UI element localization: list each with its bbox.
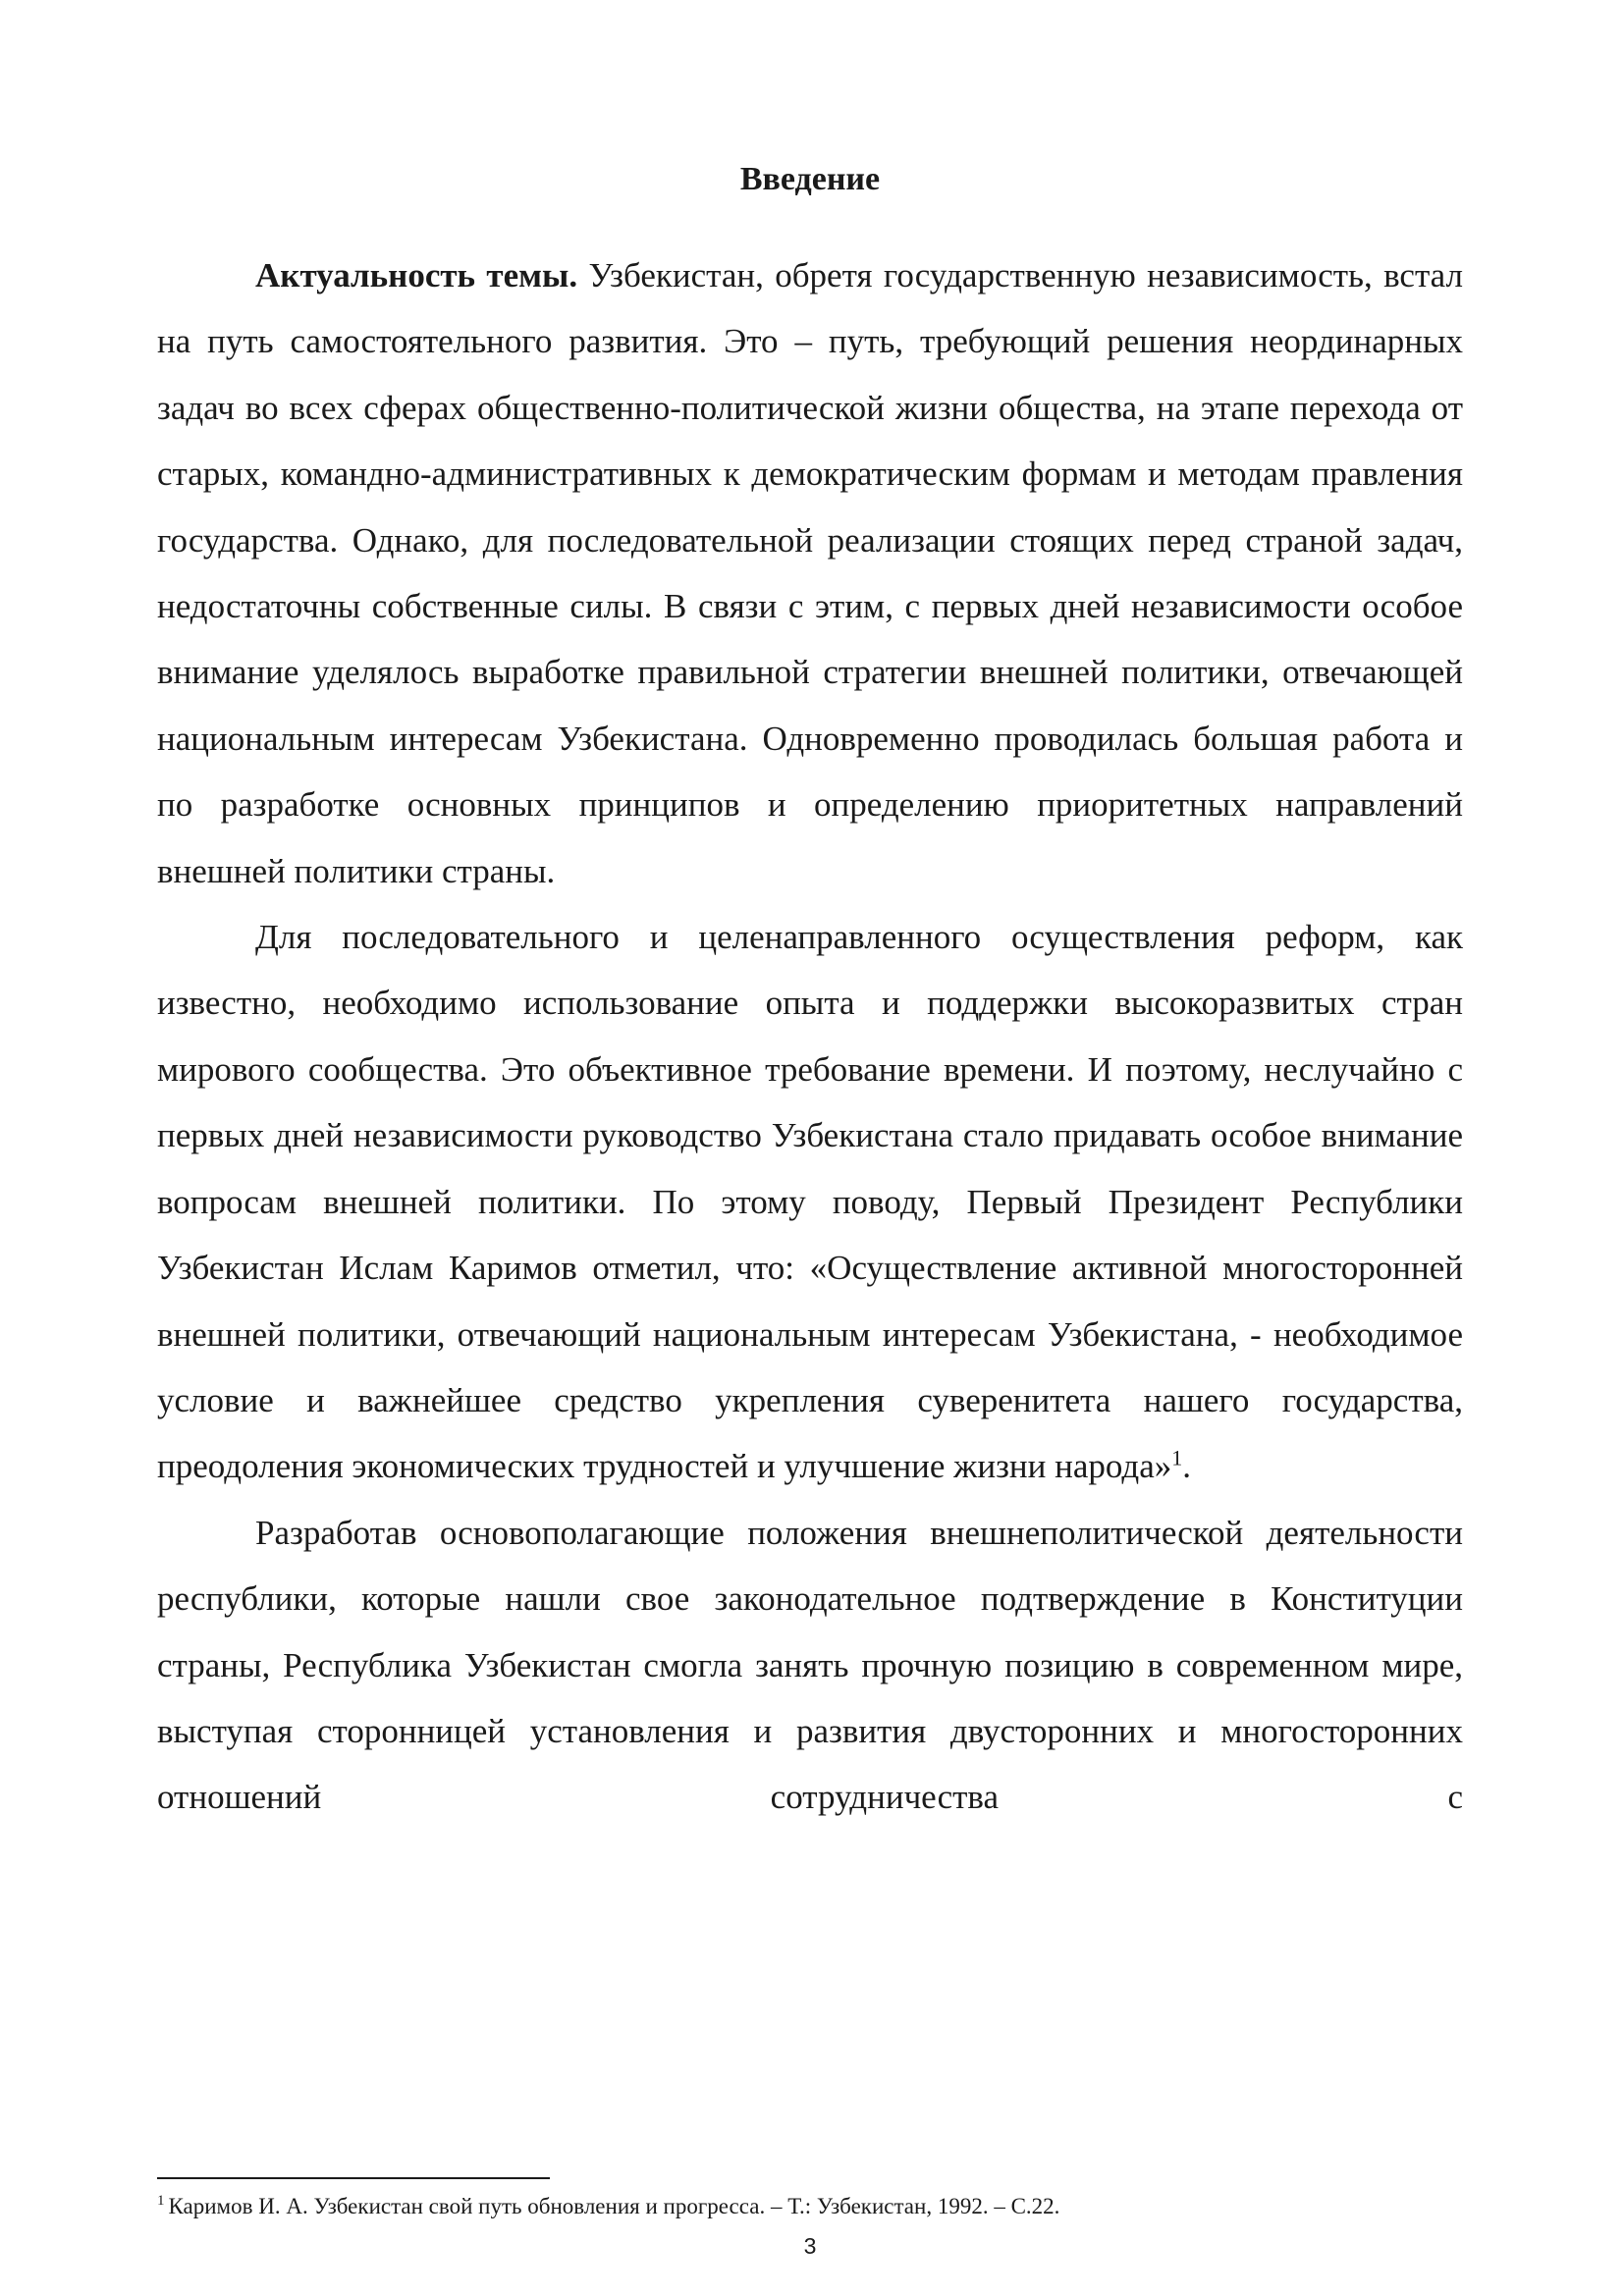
- section-heading: Введение: [739, 161, 881, 197]
- footnote-mark: 1: [157, 2193, 165, 2210]
- paragraph-text: Разработав основополагающие положения внешнеполитической деятельности республики, которые нашли свое законодательное подтверждение в Конституции страны, Республика Узбекистан смогла занять прочную позицию в современном мире, выступая сторонницей установления и развития двусторонних и многосторонних отношений сотрудничества с: [157, 1513, 1463, 1817]
- paragraph-text: Для последовательного и целенаправленного осуществления реформ, как известно, необходимо использование опыта и поддержки высокоразвитых стран мирового сообщества. Это объективное требование времени. И поэтому, неслучайно с первых дней независимости руководство Узбекистана стало придавать особое внимание вопросам внешней политики. По этому поводу, Первый Президент Республики Узбекистан Ислам Каримов отметил, что: «Осуществление активной многосторонней внешней политики, отвечающий национальным интересам Узбекистана, - необходимое условие и важнейшее средство укрепления суверенитета нашего государства, преодоления экономических трудностей и улучшение жизни народа»: [157, 918, 1463, 1486]
- paragraph-reforms: [157, 904, 1463, 1500]
- footnote-separator: [157, 2177, 550, 2179]
- footnote: [157, 2192, 1463, 2221]
- paragraph-text: Узбекистан, обретя государственную независимость, встал на путь самостоятельного развития. Это – путь, требующий решения неординарных задач во всех сферах общественно-политической жизни общества, на этапе перехода от старых, командно-административных к демократическим формам и методам правления государства. Однако, для последовательной реализации стоящих перед страной задач, недостаточны собственные силы. В связи с этим, с первых дней независимости особое внимание уделялось выработке правильной стратегии внешней политики, отвечающей национальным интересам Узбекистана. Одновременно проводилась большая работа и по разработке основных принципов и определению приоритетных направлений внешней политики страны.: [157, 256, 1463, 890]
- lead-term: Актуальность темы.: [255, 256, 578, 294]
- paragraph-relevance: [157, 242, 1463, 904]
- paragraph-foreign-policy: [157, 1500, 1463, 1831]
- body-text: [157, 242, 1463, 1831]
- page-number: 3: [803, 2233, 817, 2259]
- footnote-reference[interactable]: 1: [1171, 1445, 1183, 1470]
- footnote-text: Каримов И. А. Узбекистан свой путь обновления и прогресса. – Т.: Узбекистан, 1992. – С.22.: [168, 2194, 1060, 2218]
- paragraph-tail: .: [1182, 1447, 1191, 1486]
